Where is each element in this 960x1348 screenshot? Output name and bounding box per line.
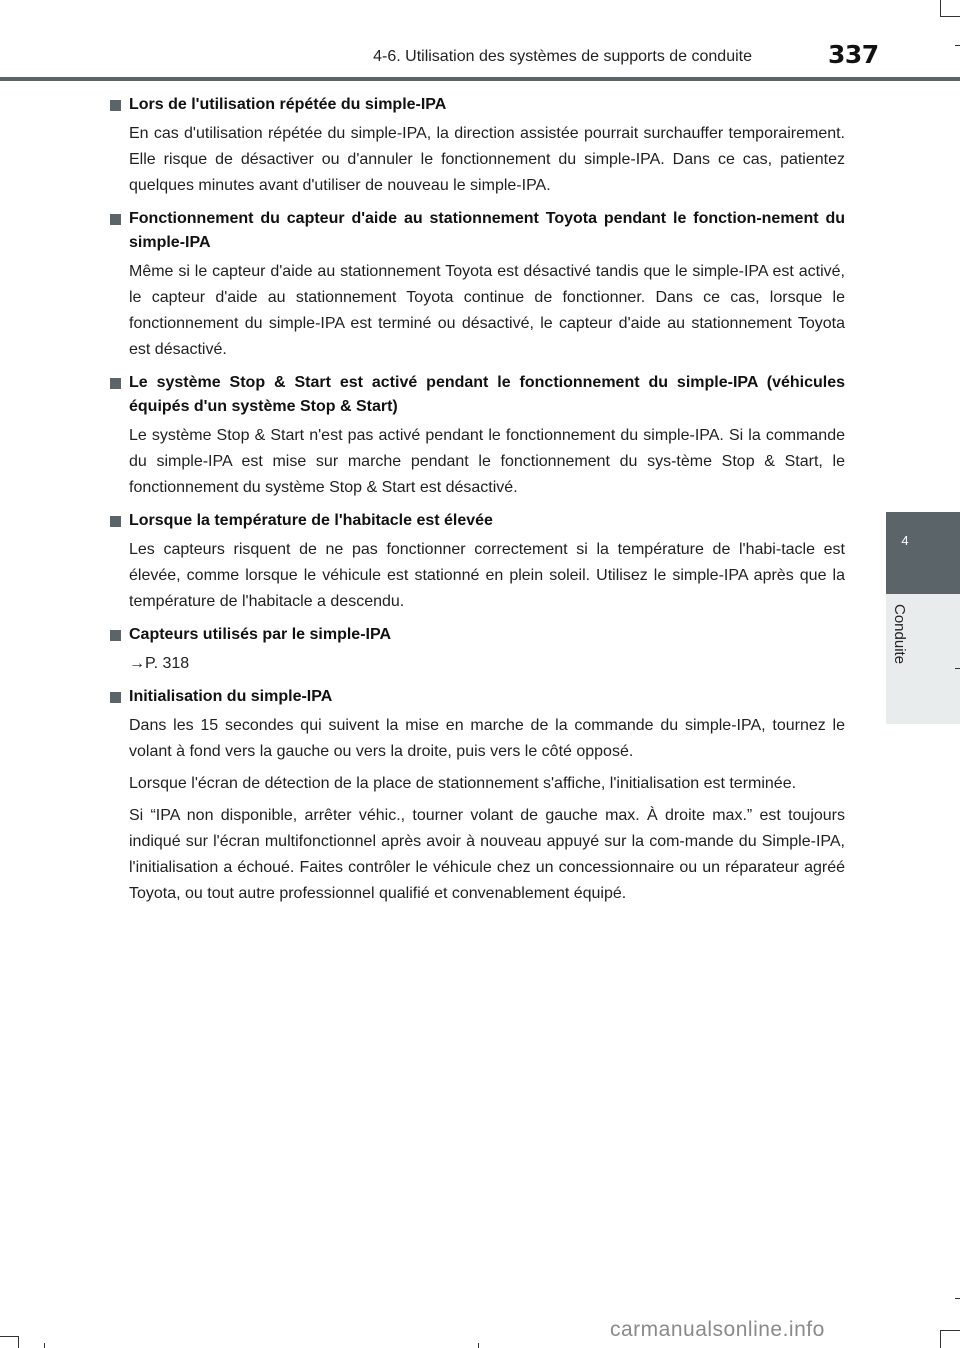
section-heading — [110, 685, 845, 709]
square-bullet-icon — [110, 692, 121, 703]
crop-mark — [940, 1330, 941, 1348]
section-heading-text: Lorsque la température de l'habitacle est élevée — [129, 512, 493, 529]
section-heading-text: Initialisation du simple-IPA — [129, 688, 333, 705]
section-paragraph: Dans les 15 secondes qui suivent la mise en marche de la commande du simple-IPA, tournez le volant à fond vers la gauche ou vers la droite, puis vers le côté opposé. — [129, 717, 845, 760]
section-paragraph: Le système Stop & Start n'est pas activé pendant le fonctionnement du simple-IPA. Si la commande du simple-IPA est mise sur marche pendant le fonctionnement du sys-tème Stop & Start, le fonctionnement du système Stop & Start est désactivé. — [129, 427, 845, 496]
section-heading-text: Le système Stop & Start est activé pendant le fonctionnement du simple-IPA (véhicules équipés d'un système Stop & Start) — [129, 374, 845, 415]
header-rule — [0, 77, 960, 81]
chapter-label: Conduite — [891, 604, 908, 665]
square-bullet-icon — [110, 378, 121, 389]
section-high-temperature — [110, 509, 845, 615]
page-reference-link[interactable]: →P. 318 — [129, 655, 190, 672]
section-heading — [110, 207, 845, 255]
main-content — [110, 93, 845, 915]
section-heading-text: Capteurs utilisés par le simple-IPA — [129, 626, 392, 643]
running-header: 4-6. Utilisation des systèmes de supports de conduite — [373, 48, 752, 65]
section-paragraph: En cas d'utilisation répétée du simple-IPA, la direction assistée pourrait surchauffer temporairement. Elle risque de désactiver ou d'annuler le fonctionnement du simple-IPA. Dans ce cas, patientez quelques minutes avant d'utiliser de nouveau le simple-IPA. — [129, 125, 845, 194]
section-paragraph: Les capteurs risquent de ne pas fonctionner correctement si la température de l'habi-tacle est élevée, comme lorsque le véhicule est stationné en plein soleil. Utilisez le simple-IPA après que la température de l'habitacle a descendu. — [129, 541, 845, 610]
chapter-number: 4 — [901, 533, 909, 548]
crop-mark — [955, 1298, 960, 1299]
crop-mark — [940, 1330, 960, 1331]
square-bullet-icon — [110, 100, 121, 111]
section-parking-sensor — [110, 207, 845, 363]
section-heading-text: Lors de l'utilisation répétée du simple-IPA — [129, 96, 447, 113]
chapter-tab — [886, 512, 960, 594]
square-bullet-icon — [110, 630, 121, 641]
section-heading — [110, 93, 845, 117]
crop-mark — [44, 1343, 45, 1348]
section-paragraph: Même si le capteur d'aide au stationnement Toyota est désactivé tandis que le simple-IPA est activé, le capteur d'aide au stationnement Toyota continue de fonctionner. Dans ce cas, lorsque le fonctionnement du simple-IPA est terminé ou désactivé, le capteur d'aide au stationnement Toyota est désactivé. — [129, 263, 845, 358]
crop-mark — [478, 1343, 479, 1348]
section-sensors — [110, 623, 845, 677]
watermark-text: carmanualsonline.info — [610, 1318, 825, 1341]
crop-mark — [955, 668, 960, 669]
section-heading — [110, 623, 845, 647]
crop-mark — [18, 1336, 19, 1348]
square-bullet-icon — [110, 516, 121, 527]
page-number: 337 — [828, 40, 879, 69]
section-stop-start — [110, 371, 845, 501]
crop-mark — [955, 45, 960, 46]
section-heading — [110, 371, 845, 419]
crop-mark — [0, 1336, 18, 1337]
section-paragraph: Lorsque l'écran de détection de la place de stationnement s'affiche, l'initialisation est terminée. — [129, 775, 797, 792]
crop-mark — [940, 0, 941, 16]
crop-mark — [940, 16, 960, 17]
section-heading-text: Fonctionnement du capteur d'aide au stationnement Toyota pendant le fonction-nement du simple-IPA — [129, 210, 845, 251]
section-paragraph: Si “IPA non disponible, arrêter véhic., tourner volant de gauche max. À droite max.” est toujours indiqué sur l'écran multifonctionnel après avoir à nouveau appuyé sur la com-mande du Simple-IPA, l'initialisation a échoué. Faites contrôler le véhicule chez un concessionnaire ou un réparateur agréé Toyota, ou tout autre professionnel qualifié et convenablement équipé. — [129, 807, 845, 902]
square-bullet-icon — [110, 214, 121, 225]
section-repeated-use — [110, 93, 845, 199]
section-heading — [110, 509, 845, 533]
section-initialisation — [110, 685, 845, 907]
